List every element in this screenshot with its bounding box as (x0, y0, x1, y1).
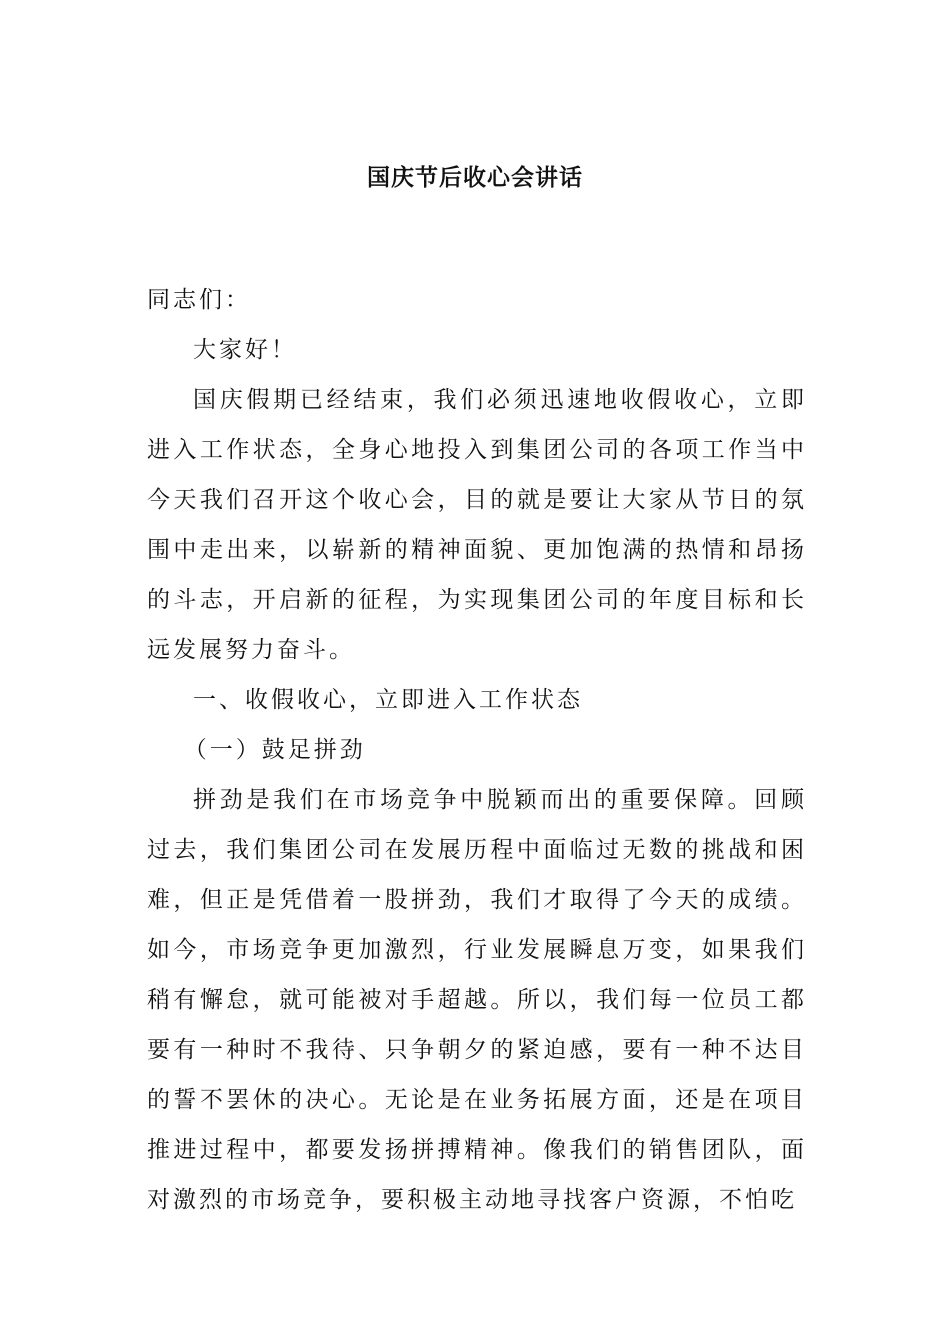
document-title: 国庆节后收心会讲话 (367, 164, 583, 191)
greeting: 大家好！ (193, 337, 297, 363)
document-body (147, 275, 807, 1225)
subsection-heading: （一）鼓足拼劲 (183, 737, 366, 763)
paragraph: 国庆假期已经结束，我们必须迅速地收假收心，立即进入工作状态，全身心地投入到集团公司的各项工作当中今天我们召开这个收心会，目的就是要让大家从节日的氛围中走出来，以崭新的精神面貌、更加饱满的热情和昂扬的斗志，开启新的征程，为实现集团公司的年度目标和长远发展努力奋斗。 (147, 387, 807, 663)
section-heading: 一、收假收心，立即进入工作状态 (193, 687, 583, 713)
paragraph: 拼劲是我们在市场竞争中脱颖而出的重要保障。回顾过去，我们集团公司在发展历程中面临过无数的挑战和困难，但正是凭借着一股拼劲，我们才取得了今天的成绩。如今，市场竞争更加激烈，行业发展瞬息万变，如果我们稍有懈怠，就可能被对手超越。所以，我们每一位员工都要有一种时不我待、只争朝夕的紧迫感，要有一种不达目的誓不罢休的决心。无论是在业务拓展方面，还是在项目推进过程中，都要发扬拼搏精神。像我们的销售团队，面对激烈的市场竞争，要积极主动地寻找客户资源，不怕吃 (147, 787, 807, 1213)
salutation: 同志们： (147, 287, 251, 313)
